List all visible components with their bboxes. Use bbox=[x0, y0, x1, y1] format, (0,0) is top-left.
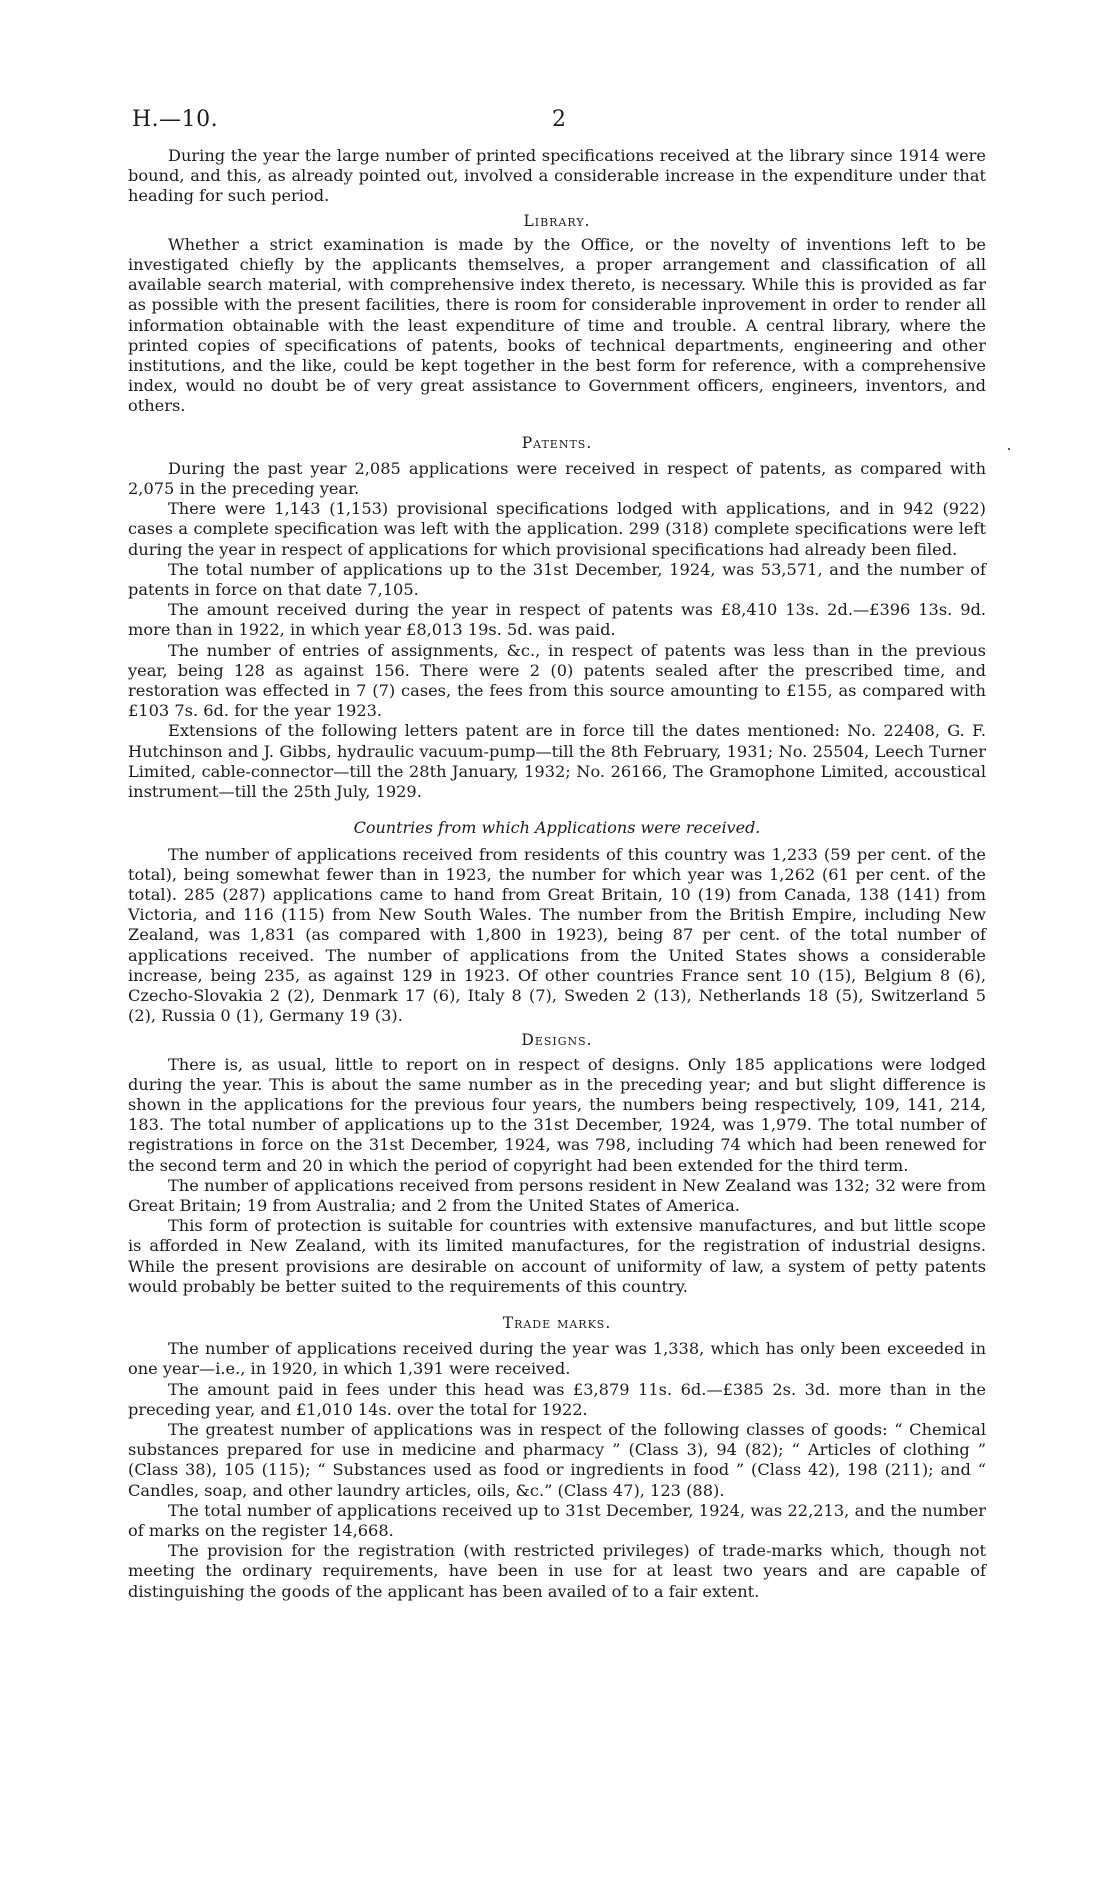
paragraph: The total number of applications up to the 31st December, 1924, was 53,571, and the number of patents in force on that date 7,105. bbox=[128, 559, 986, 600]
paragraph: The amount paid in fees under this head was £3,879 11s. 6d.—£385 2s. 3d. more than in the preceding year, and £1,010 14s. over the total for 1922. bbox=[128, 1379, 986, 1419]
paragraph: There were 1,143 (1,153) provisional specifications lodged with applications, and in 942 (922) cases a complete specification was left with the application. 299 (318) complete specifications were left during the year in respect of applications for which provisional specifications had already been filed. bbox=[128, 499, 986, 559]
paragraph: Extensions of the following letters patent are in force till the dates mentioned: No. 22408, G. F. Hutchinson and J. Gibbs, hydraulic vacuum-pump—till the 8th February, 1931; No. 25504, Leech Turner Limited, cable-connector—till the 28th January, 1932; No. 26166, The Gramophone Limited, accoustical instrument—till the 25th July, 1929. bbox=[128, 721, 986, 802]
paragraph: The greatest number of applications was in respect of the following classes of goods: “ Chemical substances prepared for use in medicine and pharmacy ” (Class 3), 94 (82); “ Articles of clothing ” (Class 38), 105 (115); “ Substances used as food or ingredients in food ” (Class 42), 198 (211); and “ Candles, soap, and other laundry articles, oils, &c.” (Class 47), 123 (88). bbox=[128, 1419, 986, 1500]
paragraph: During the past year 2,085 applications were received in respect of patents, as compared with 2,075 in the preceding year. bbox=[128, 458, 986, 499]
section-heading-trade-marks: Trade marks. bbox=[502, 1313, 612, 1332]
paragraph: The total number of applications received up to 31st December, 1924, was 22,213, and the number of marks on the register 14,668. bbox=[128, 1500, 986, 1540]
scan-speck bbox=[1008, 448, 1010, 450]
trade-marks-section bbox=[128, 1313, 986, 1602]
section-heading-patents: Patents. bbox=[521, 433, 593, 452]
library-section bbox=[128, 211, 986, 417]
section-heading-designs: Designs. bbox=[521, 1031, 593, 1050]
designs-section bbox=[128, 1030, 986, 1297]
section-heading-countries: Countries from which Applications were received. bbox=[353, 818, 761, 838]
page-header bbox=[128, 107, 986, 146]
document-reference: H.—10. bbox=[132, 107, 219, 132]
paragraph: Whether a strict examination is made by the Office, or the novelty of inventions left to be investigated chiefly by the applicants themselves, a proper arrangement and classification of all available search material, with comprehensive index thereto, is necessary. While this is provided as far as possible with the present facilities, there is room for considerable inprovement in order to render all information obtainable with the least expenditure of time and trouble. A central library, where the printed copies of specifications of patents, books of technical departments, engineering and other institutions, and the like, could be kept together in the best form for reference, with a comprehensive index, would no doubt be of very great assistance to Government officers, engineers, inventors, and others. bbox=[128, 234, 986, 416]
paragraph: The provision for the registration (with restricted privileges) of trade-marks which, though not meeting the ordinary requirements, have been in use for at least two years and are capable of distinguishing the goods of the applicant has been availed of to a fair extent. bbox=[128, 1541, 986, 1601]
paragraph: The number of entries of assignments, &c., in respect of patents was less than in the previous year, being 128 as against 156. There were 2 (0) patents sealed after the prescribed time, and restoration was effected in 7 (7) cases, the fees from this source amounting to £155, as compared with £103 7s. 6d. for the year 1923. bbox=[128, 640, 986, 721]
paragraph: The number of applications received from residents of this country was 1,233 (59 per cent. of the total), being somewhat fewer than in 1923, the number for which year was 1,262 (61 per cent. of the total). 285 (287) applications came to hand from Great Britain, 10 (19) from Canada, 138 (141) from Victoria, and 116 (115) from New South Wales. The number from the British Empire, including New Zealand, was 1,831 (as compared with 1,800 in 1923), being 87 per cent. of the total number of applications received. The number of applications from the United States shows a considerable increase, being 235, as against 129 in 1923. Of other countries France sent 10 (15), Belgium 8 (6), Czecho-Slovakia 2 (2), Denmark 17 (6), Italy 8 (7), Sweden 2 (13), Netherlands 18 (5), Switzerland 5 (2), Russia 0 (1), Germany 19 (3). bbox=[128, 844, 986, 1026]
page-number: 2 bbox=[552, 107, 566, 132]
paragraph: There is, as usual, little to report on in respect of designs. Only 185 applications were lodged during the year. This is about the same number as in the preceding year; and but slight difference is shown in the applications for the previous four years, the numbers being respectively, 109, 141, 214, 183. The total number of applications up to the 31st December, 1924, was 1,979. The total number of registrations in force on the 31st December, 1924, was 798, including 74 which had been renewed for the second term and 20 in which the period of copyright had been extended for the third term. bbox=[128, 1054, 986, 1175]
patents-section bbox=[128, 433, 986, 803]
paragraph: The amount received during the year in respect of patents was £8,410 13s. 2d.—£396 13s. 9d. more than in 1922, in which year £8,013 19s. 5d. was paid. bbox=[128, 600, 986, 640]
countries-section bbox=[128, 818, 986, 1026]
paragraph: During the year the large number of printed specifications received at the library since 1914 were bound, and this, as already pointed out, involved a considerable increase in the expenditure under that heading for such period. bbox=[128, 146, 986, 206]
paragraph: The number of applications received from persons resident in New Zealand was 132; 32 were from Great Britain; 19 from Australia; and 2 from the United States of America. bbox=[128, 1175, 986, 1215]
intro-section bbox=[128, 146, 986, 207]
paragraph: The number of applications received during the year was 1,338, which has only been exceeded in one year—i.e., in 1920, in which 1,391 were received. bbox=[128, 1339, 986, 1379]
paragraph: This form of protection is suitable for countries with extensive manufactures, and but little scope is afforded in New Zealand, with its limited manufactures, for the registration of industrial designs. While the present provisions are desirable on account of uniformity of law, a system of petty patents would probably be better suited to the requirements of this country. bbox=[128, 1216, 986, 1296]
section-heading-library: Library. bbox=[523, 211, 591, 230]
